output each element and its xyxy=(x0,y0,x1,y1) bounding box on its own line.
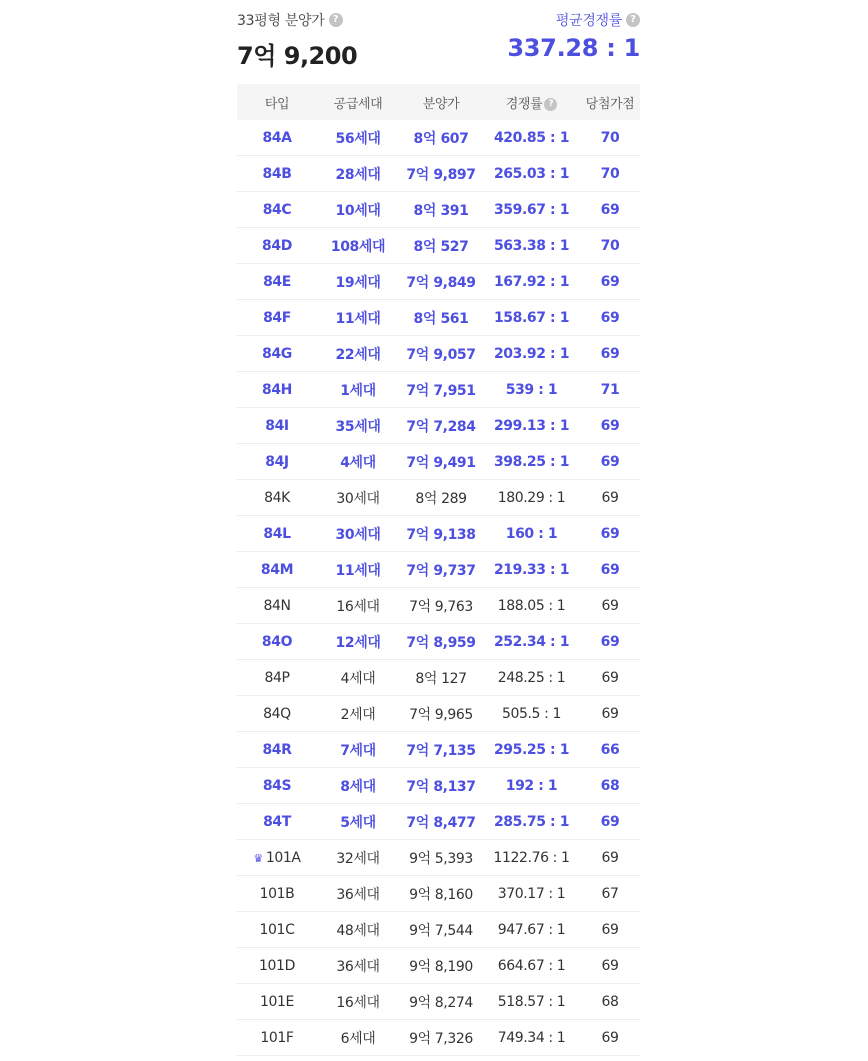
type-cell: 84F xyxy=(237,300,317,336)
price-cell: 8억 289 xyxy=(399,480,483,516)
price-cell: 8억 127 xyxy=(399,660,483,696)
type-cell: 84S xyxy=(237,768,317,804)
score-cell: 69 xyxy=(580,696,640,732)
score-cell: 69 xyxy=(580,660,640,696)
rate-cell: 203.92 : 1 xyxy=(483,336,580,372)
rate-cell: 359.67 : 1 xyxy=(483,192,580,228)
rate-cell: 252.34 : 1 xyxy=(483,624,580,660)
table-row[interactable] xyxy=(237,588,640,624)
crown-icon: ♛ xyxy=(253,851,263,865)
col-header-rate-label: 경쟁률 xyxy=(505,96,543,112)
units-cell: 108세대 xyxy=(317,228,399,264)
table-row[interactable] xyxy=(237,228,640,264)
rate-cell: 248.25 : 1 xyxy=(483,660,580,696)
type-cell: 84D xyxy=(237,228,317,264)
units-cell: 19세대 xyxy=(317,264,399,300)
col-header-rate xyxy=(483,84,580,120)
score-cell: 69 xyxy=(580,264,640,300)
rate-cell: 167.92 : 1 xyxy=(483,264,580,300)
help-icon[interactable]: ? xyxy=(626,13,640,27)
type-cell: 84C xyxy=(237,192,317,228)
rate-cell: 518.57 : 1 xyxy=(483,984,580,1020)
score-cell: 69 xyxy=(580,444,640,480)
rate-cell: 370.17 : 1 xyxy=(483,876,580,912)
table-row[interactable] xyxy=(237,948,640,984)
price-cell: 7억 9,491 xyxy=(399,444,483,480)
type-cell: 84P xyxy=(237,660,317,696)
table-row[interactable] xyxy=(237,408,640,444)
units-cell: 5세대 xyxy=(317,804,399,840)
price-cell: 9억 7,326 xyxy=(399,1020,483,1056)
rate-cell: 749.34 : 1 xyxy=(483,1020,580,1056)
price-cell: 7억 9,849 xyxy=(399,264,483,300)
rate-cell: 219.33 : 1 xyxy=(483,552,580,588)
rate-cell: 664.67 : 1 xyxy=(483,948,580,984)
units-cell: 6세대 xyxy=(317,1020,399,1056)
rate-cell: 295.25 : 1 xyxy=(483,732,580,768)
price-cell: 7억 7,284 xyxy=(399,408,483,444)
rate-cell: 420.85 : 1 xyxy=(483,120,580,156)
rate-cell: 398.25 : 1 xyxy=(483,444,580,480)
score-cell: 71 xyxy=(580,372,640,408)
table-row[interactable] xyxy=(237,804,640,840)
price-cell: 8억 527 xyxy=(399,228,483,264)
table-row[interactable] xyxy=(237,624,640,660)
score-cell: 69 xyxy=(580,588,640,624)
table-header xyxy=(237,84,640,120)
score-cell: 70 xyxy=(580,120,640,156)
price-cell: 7억 9,897 xyxy=(399,156,483,192)
table-row[interactable] xyxy=(237,552,640,588)
type-table xyxy=(237,84,640,1056)
rate-cell: 505.5 : 1 xyxy=(483,696,580,732)
type-cell: 84N xyxy=(237,588,317,624)
type-cell: 84R xyxy=(237,732,317,768)
col-header-type: 타입 xyxy=(237,84,317,120)
type-cell: 101D xyxy=(237,948,317,984)
units-cell: 11세대 xyxy=(317,552,399,588)
units-cell: 4세대 xyxy=(317,444,399,480)
price-label-row xyxy=(237,10,357,30)
units-cell: 7세대 xyxy=(317,732,399,768)
units-cell: 11세대 xyxy=(317,300,399,336)
units-cell: 48세대 xyxy=(317,912,399,948)
table-row[interactable] xyxy=(237,696,640,732)
units-cell: 36세대 xyxy=(317,948,399,984)
rate-cell: 563.38 : 1 xyxy=(483,228,580,264)
col-header-price: 분양가 xyxy=(399,84,483,120)
rate-cell: 158.67 : 1 xyxy=(483,300,580,336)
table-row[interactable] xyxy=(237,660,640,696)
score-cell: 70 xyxy=(580,228,640,264)
rate-cell: 299.13 : 1 xyxy=(483,408,580,444)
rate-cell: 265.03 : 1 xyxy=(483,156,580,192)
price-label: 33평형 분양가 xyxy=(237,13,325,29)
score-cell: 67 xyxy=(580,876,640,912)
type-cell: 84L xyxy=(237,516,317,552)
col-header-score: 당첨가점 xyxy=(580,84,640,120)
score-cell: 68 xyxy=(580,984,640,1020)
score-cell: 66 xyxy=(580,732,640,768)
price-cell: 7억 8,477 xyxy=(399,804,483,840)
score-cell: 69 xyxy=(580,408,640,444)
type-cell: 84Q xyxy=(237,696,317,732)
units-cell: 16세대 xyxy=(317,984,399,1020)
table-row[interactable] xyxy=(237,912,640,948)
units-cell: 4세대 xyxy=(317,660,399,696)
table-row[interactable] xyxy=(237,156,640,192)
table-row[interactable] xyxy=(237,840,640,876)
units-cell: 16세대 xyxy=(317,588,399,624)
summary-section xyxy=(237,0,640,84)
price-cell: 9억 8,190 xyxy=(399,948,483,984)
score-cell: 69 xyxy=(580,1020,640,1056)
help-icon[interactable]: ? xyxy=(544,98,557,111)
score-cell: 70 xyxy=(580,156,640,192)
score-cell: 69 xyxy=(580,804,640,840)
units-cell: 12세대 xyxy=(317,624,399,660)
score-cell: 69 xyxy=(580,300,640,336)
type-cell: 84G xyxy=(237,336,317,372)
price-cell: 7억 7,135 xyxy=(399,732,483,768)
help-icon[interactable]: ? xyxy=(329,13,343,27)
price-cell: 7억 9,737 xyxy=(399,552,483,588)
type-cell: 84B xyxy=(237,156,317,192)
type-cell: 101E xyxy=(237,984,317,1020)
table-row[interactable] xyxy=(237,444,640,480)
units-cell: 2세대 xyxy=(317,696,399,732)
price-summary xyxy=(237,10,357,71)
price-cell: 7억 8,137 xyxy=(399,768,483,804)
rate-cell: 947.67 : 1 xyxy=(483,912,580,948)
units-cell: 35세대 xyxy=(317,408,399,444)
rate-cell: 539 : 1 xyxy=(483,372,580,408)
units-cell: 30세대 xyxy=(317,480,399,516)
rate-label: 평균경쟁률 xyxy=(555,13,622,29)
type-cell: 84O xyxy=(237,624,317,660)
average-rate-value: 337.28 : 1 xyxy=(507,34,640,62)
table-body xyxy=(237,120,640,1056)
rate-summary xyxy=(507,10,640,62)
score-cell: 69 xyxy=(580,192,640,228)
rate-cell: 285.75 : 1 xyxy=(483,804,580,840)
subscription-panel xyxy=(237,0,640,1056)
table-row[interactable] xyxy=(237,876,640,912)
units-cell: 22세대 xyxy=(317,336,399,372)
score-cell: 68 xyxy=(580,768,640,804)
rate-cell: 160 : 1 xyxy=(483,516,580,552)
price-cell: 8억 607 xyxy=(399,120,483,156)
score-cell: 69 xyxy=(580,480,640,516)
table-row[interactable] xyxy=(237,768,640,804)
price-value: 7억 9,200 xyxy=(237,42,358,70)
table-row[interactable] xyxy=(237,264,640,300)
units-cell: 56세대 xyxy=(317,120,399,156)
price-cell: 9억 8,160 xyxy=(399,876,483,912)
col-header-units: 공급세대 xyxy=(317,84,399,120)
type-cell: 84H xyxy=(237,372,317,408)
table-row[interactable] xyxy=(237,732,640,768)
score-cell: 69 xyxy=(580,336,640,372)
table-row[interactable] xyxy=(237,1020,640,1056)
units-cell: 10세대 xyxy=(317,192,399,228)
units-cell: 32세대 xyxy=(317,840,399,876)
type-cell: 84A xyxy=(237,120,317,156)
type-cell: 101B xyxy=(237,876,317,912)
score-cell: 69 xyxy=(580,912,640,948)
price-cell: 7억 9,965 xyxy=(399,696,483,732)
table-row[interactable] xyxy=(237,372,640,408)
table-row[interactable] xyxy=(237,336,640,372)
units-cell: 30세대 xyxy=(317,516,399,552)
price-cell: 7억 9,057 xyxy=(399,336,483,372)
table-row[interactable] xyxy=(237,480,640,516)
type-cell: 101C xyxy=(237,912,317,948)
price-cell: 9억 7,544 xyxy=(399,912,483,948)
price-cell: 7억 7,951 xyxy=(399,372,483,408)
type-cell: 84K xyxy=(237,480,317,516)
score-cell: 69 xyxy=(580,552,640,588)
type-cell: 84E xyxy=(237,264,317,300)
type-cell: 84T xyxy=(237,804,317,840)
type-cell xyxy=(237,840,317,876)
score-cell: 69 xyxy=(580,624,640,660)
price-cell: 8억 391 xyxy=(399,192,483,228)
score-cell: 69 xyxy=(580,948,640,984)
type-label: 101A xyxy=(265,849,301,866)
units-cell: 1세대 xyxy=(317,372,399,408)
score-cell: 69 xyxy=(580,840,640,876)
rate-cell: 180.29 : 1 xyxy=(483,480,580,516)
table-row[interactable] xyxy=(237,516,640,552)
price-cell: 9억 5,393 xyxy=(399,840,483,876)
type-cell: 101F xyxy=(237,1020,317,1056)
type-cell: 84I xyxy=(237,408,317,444)
price-cell: 7억 9,138 xyxy=(399,516,483,552)
rate-cell: 1122.76 : 1 xyxy=(483,840,580,876)
rate-cell: 188.05 : 1 xyxy=(483,588,580,624)
units-cell: 36세대 xyxy=(317,876,399,912)
table-row[interactable] xyxy=(237,192,640,228)
score-cell: 69 xyxy=(580,516,640,552)
units-cell: 8세대 xyxy=(317,768,399,804)
rate-label-row xyxy=(507,10,640,30)
price-cell: 7억 8,959 xyxy=(399,624,483,660)
table-row[interactable] xyxy=(237,120,640,156)
price-cell: 7억 9,763 xyxy=(399,588,483,624)
type-cell: 84M xyxy=(237,552,317,588)
units-cell: 28세대 xyxy=(317,156,399,192)
table-row[interactable] xyxy=(237,300,640,336)
table-row[interactable] xyxy=(237,984,640,1020)
rate-cell: 192 : 1 xyxy=(483,768,580,804)
price-cell: 8억 561 xyxy=(399,300,483,336)
type-cell: 84J xyxy=(237,444,317,480)
price-cell: 9억 8,274 xyxy=(399,984,483,1020)
